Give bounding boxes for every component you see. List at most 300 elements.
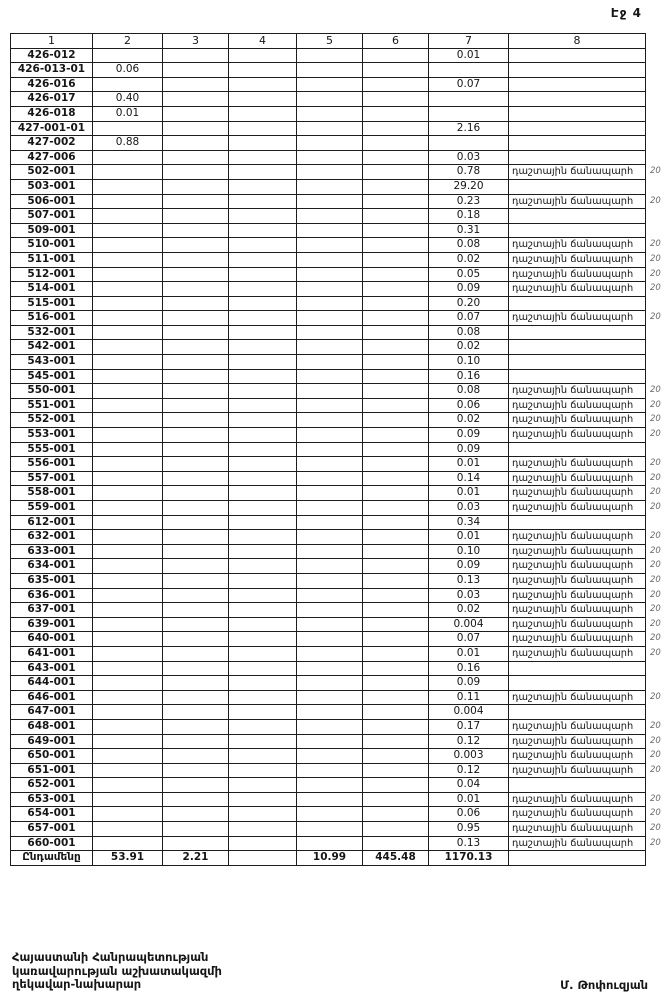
cell-col4 xyxy=(229,573,297,588)
cell-col3 xyxy=(163,252,229,267)
cell-col8: դաշտային ճանապարհ xyxy=(509,471,646,486)
cell-col8 xyxy=(509,705,646,720)
table-row xyxy=(11,822,668,837)
marginal-note: 20 xyxy=(650,633,661,644)
cell-col8: դաշտային ճանապարհ xyxy=(509,530,646,545)
table-row xyxy=(11,457,668,472)
cell-col5 xyxy=(297,282,363,297)
cell-col3 xyxy=(163,501,229,516)
cell-col3 xyxy=(163,165,229,180)
cell-col8 xyxy=(509,325,646,340)
cell-col8: դաշտային ճանապարհ xyxy=(509,238,646,253)
cell-col3 xyxy=(163,384,229,399)
cell-col6 xyxy=(363,179,429,194)
cell-col4 xyxy=(229,398,297,413)
cell-col2 xyxy=(93,325,163,340)
marginal-note xyxy=(646,77,668,92)
cell-col5 xyxy=(297,617,363,632)
cell-col5 xyxy=(297,398,363,413)
marginal-note: 20 xyxy=(650,385,661,396)
cell-col5 xyxy=(297,822,363,837)
cell-col7: 0.08 xyxy=(429,238,509,253)
cell-col8 xyxy=(509,661,646,676)
marginal-note: 20 xyxy=(650,764,661,775)
cell-col1: 643-001 xyxy=(11,661,93,676)
cell-col5 xyxy=(297,136,363,151)
cell-col6 xyxy=(363,165,429,180)
marginal-note xyxy=(646,121,668,136)
marginal-note: 20 xyxy=(650,283,661,294)
marginal-note xyxy=(646,340,668,355)
cell-col4 xyxy=(229,369,297,384)
cell-col1: 559-001 xyxy=(11,501,93,516)
cell-col2: 53.91 xyxy=(93,851,163,866)
cell-col6 xyxy=(363,252,429,267)
marginal-note: 20 xyxy=(650,239,661,250)
table-row xyxy=(11,442,668,457)
cell-col8: դաշտային ճանապարհ xyxy=(509,267,646,282)
cell-col8 xyxy=(509,209,646,224)
cell-col4 xyxy=(229,661,297,676)
cell-col4 xyxy=(229,588,297,603)
marginal-note xyxy=(646,136,668,151)
column-header: 4 xyxy=(229,34,297,49)
cell-col2 xyxy=(93,223,163,238)
cell-col5 xyxy=(297,369,363,384)
marginal-note xyxy=(646,442,668,457)
cell-col1: 426-013-01 xyxy=(11,63,93,78)
cell-col7: 0.11 xyxy=(429,690,509,705)
cell-col2 xyxy=(93,296,163,311)
table-header xyxy=(11,34,668,49)
cell-col8 xyxy=(509,778,646,793)
cell-col6 xyxy=(363,734,429,749)
cell-col8: դաշտային ճանապարհ xyxy=(509,836,646,851)
cell-col2 xyxy=(93,150,163,165)
cell-col3 xyxy=(163,690,229,705)
cell-col6 xyxy=(363,92,429,107)
cell-col8: դաշտային ճանապարհ xyxy=(509,573,646,588)
cell-col4 xyxy=(229,282,297,297)
data-table xyxy=(10,33,668,866)
cell-col1: 639-001 xyxy=(11,617,93,632)
cell-col2 xyxy=(93,442,163,457)
cell-col1: 514-001 xyxy=(11,282,93,297)
cell-col3 xyxy=(163,121,229,136)
cell-col4 xyxy=(229,355,297,370)
cell-col2 xyxy=(93,559,163,574)
cell-col8: դաշտային ճանապարհ xyxy=(509,734,646,749)
cell-col6 xyxy=(363,573,429,588)
cell-col8 xyxy=(509,136,646,151)
cell-col7: 0.06 xyxy=(429,807,509,822)
cell-col8 xyxy=(509,369,646,384)
cell-col1: 502-001 xyxy=(11,165,93,180)
cell-col1: 640-001 xyxy=(11,632,93,647)
table-row xyxy=(11,311,668,326)
cell-col3 xyxy=(163,340,229,355)
cell-col7: 0.20 xyxy=(429,296,509,311)
marginal-note xyxy=(646,369,668,384)
cell-col1: 426-017 xyxy=(11,92,93,107)
table-row xyxy=(11,734,668,749)
cell-col5 xyxy=(297,734,363,749)
cell-col7: 0.01 xyxy=(429,486,509,501)
cell-col7: 0.01 xyxy=(429,48,509,63)
cell-col5 xyxy=(297,457,363,472)
cell-col1: 636-001 xyxy=(11,588,93,603)
cell-col5 xyxy=(297,325,363,340)
cell-col4 xyxy=(229,252,297,267)
cell-col4 xyxy=(229,48,297,63)
cell-col1: 543-001 xyxy=(11,355,93,370)
cell-col5 xyxy=(297,92,363,107)
table-row xyxy=(11,705,668,720)
cell-col7: 29.20 xyxy=(429,179,509,194)
cell-col4 xyxy=(229,325,297,340)
cell-col4 xyxy=(229,501,297,516)
table-row xyxy=(11,209,668,224)
cell-col2 xyxy=(93,398,163,413)
header-row xyxy=(11,34,668,49)
cell-col3 xyxy=(163,603,229,618)
cell-col2 xyxy=(93,413,163,428)
cell-col4 xyxy=(229,106,297,121)
total-row xyxy=(11,851,668,866)
cell-col8: դաշտային ճանապարհ xyxy=(509,165,646,180)
cell-col8: դաշտային ճանապարհ xyxy=(509,559,646,574)
cell-col8: դաշտային ճանապարհ xyxy=(509,282,646,297)
cell-col3 xyxy=(163,355,229,370)
cell-col7: 0.004 xyxy=(429,705,509,720)
marginal-note: 20 xyxy=(650,720,661,731)
cell-col1: 532-001 xyxy=(11,325,93,340)
table-row xyxy=(11,471,668,486)
table-row xyxy=(11,588,668,603)
cell-col2 xyxy=(93,384,163,399)
marginal-note: 20 xyxy=(650,793,661,804)
cell-col7: 0.09 xyxy=(429,428,509,443)
cell-col3 xyxy=(163,428,229,443)
cell-col8 xyxy=(509,77,646,92)
cell-col1: 512-001 xyxy=(11,267,93,282)
cell-col2 xyxy=(93,544,163,559)
cell-col7: 0.07 xyxy=(429,77,509,92)
cell-col6 xyxy=(363,369,429,384)
cell-col4 xyxy=(229,646,297,661)
marginal-note: 20 xyxy=(650,604,661,615)
table-row xyxy=(11,719,668,734)
cell-col7: 0.02 xyxy=(429,340,509,355)
cell-col5 xyxy=(297,209,363,224)
cell-col8 xyxy=(509,355,646,370)
cell-col2 xyxy=(93,311,163,326)
cell-col3 xyxy=(163,559,229,574)
marginal-note: 20 xyxy=(650,166,661,177)
cell-col5 xyxy=(297,836,363,851)
cell-col6 xyxy=(363,121,429,136)
cell-col3 xyxy=(163,515,229,530)
cell-col6 xyxy=(363,209,429,224)
cell-col1: Ընդամենը xyxy=(11,851,93,866)
cell-col3 xyxy=(163,150,229,165)
cell-col5 xyxy=(297,749,363,764)
marginal-note: 20 xyxy=(650,735,661,746)
cell-col2 xyxy=(93,661,163,676)
cell-col4 xyxy=(229,267,297,282)
cell-col3 xyxy=(163,92,229,107)
cell-col5 xyxy=(297,763,363,778)
cell-col7: 0.09 xyxy=(429,282,509,297)
cell-col6 xyxy=(363,588,429,603)
cell-col6 xyxy=(363,267,429,282)
cell-col6 xyxy=(363,836,429,851)
cell-col1: 426-016 xyxy=(11,77,93,92)
cell-col4 xyxy=(229,413,297,428)
cell-col3 xyxy=(163,106,229,121)
table-row xyxy=(11,296,668,311)
cell-col2 xyxy=(93,457,163,472)
table-row xyxy=(11,165,668,180)
cell-col2 xyxy=(93,588,163,603)
cell-col1: 556-001 xyxy=(11,457,93,472)
cell-col2 xyxy=(93,705,163,720)
cell-col7: 0.01 xyxy=(429,646,509,661)
cell-col8 xyxy=(509,676,646,691)
cell-col7 xyxy=(429,106,509,121)
cell-col4 xyxy=(229,238,297,253)
marginal-note: 20 xyxy=(650,560,661,571)
cell-col3 xyxy=(163,719,229,734)
cell-col6 xyxy=(363,603,429,618)
cell-col4 xyxy=(229,836,297,851)
table-row xyxy=(11,646,668,661)
cell-col5 xyxy=(297,165,363,180)
marginal-note: 20 xyxy=(650,823,661,834)
cell-col3 xyxy=(163,632,229,647)
table-row xyxy=(11,179,668,194)
cell-col6 xyxy=(363,763,429,778)
cell-col6 xyxy=(363,792,429,807)
cell-col5 xyxy=(297,573,363,588)
table-row xyxy=(11,150,668,165)
cell-col1: 652-001 xyxy=(11,778,93,793)
cell-col3 xyxy=(163,836,229,851)
cell-col6 xyxy=(363,515,429,530)
table-row xyxy=(11,749,668,764)
marginal-note: 20 xyxy=(650,458,661,469)
cell-col8 xyxy=(509,223,646,238)
cell-col4 xyxy=(229,457,297,472)
marginal-note: 20 xyxy=(650,618,661,629)
cell-col5 xyxy=(297,311,363,326)
cell-col8: դաշտային ճանապարհ xyxy=(509,252,646,267)
marginal-note: 20 xyxy=(650,268,661,279)
cell-col1: 509-001 xyxy=(11,223,93,238)
cell-col1: 647-001 xyxy=(11,705,93,720)
cell-col8: դաշտային ճանապարհ xyxy=(509,428,646,443)
cell-col7: 0.31 xyxy=(429,223,509,238)
cell-col8 xyxy=(509,340,646,355)
cell-col4 xyxy=(229,807,297,822)
cell-col3 xyxy=(163,238,229,253)
cell-col3 xyxy=(163,398,229,413)
cell-col3 xyxy=(163,544,229,559)
marginal-note: 20 xyxy=(650,691,661,702)
table-row xyxy=(11,530,668,545)
cell-col2 xyxy=(93,632,163,647)
cell-col5 xyxy=(297,486,363,501)
cell-col5 xyxy=(297,252,363,267)
cell-col4 xyxy=(229,384,297,399)
cell-col2 xyxy=(93,165,163,180)
table-row xyxy=(11,792,668,807)
cell-col4 xyxy=(229,63,297,78)
cell-col6 xyxy=(363,282,429,297)
table-row xyxy=(11,267,668,282)
table-row xyxy=(11,676,668,691)
cell-col1: 635-001 xyxy=(11,573,93,588)
cell-col7: 0.09 xyxy=(429,676,509,691)
cell-col3 xyxy=(163,267,229,282)
cell-col3 xyxy=(163,48,229,63)
cell-col6 xyxy=(363,194,429,209)
cell-col3 xyxy=(163,471,229,486)
cell-col7: 0.07 xyxy=(429,632,509,647)
cell-col4 xyxy=(229,209,297,224)
cell-col1: 632-001 xyxy=(11,530,93,545)
table-row xyxy=(11,77,668,92)
cell-col5 xyxy=(297,471,363,486)
cell-col4 xyxy=(229,92,297,107)
cell-col6 xyxy=(363,296,429,311)
cell-col3 xyxy=(163,486,229,501)
marginal-note: 20 xyxy=(650,502,661,512)
cell-col5 xyxy=(297,632,363,647)
table-row xyxy=(11,48,668,63)
cell-col5 xyxy=(297,588,363,603)
footer-block xyxy=(12,951,222,992)
table-row xyxy=(11,369,668,384)
cell-col7: 0.09 xyxy=(429,442,509,457)
cell-col5 xyxy=(297,121,363,136)
cell-col4 xyxy=(229,617,297,632)
cell-col2 xyxy=(93,355,163,370)
marginal-note: 20 xyxy=(650,808,661,819)
cell-col7: 0.23 xyxy=(429,194,509,209)
cell-col5 xyxy=(297,428,363,443)
cell-col5 xyxy=(297,515,363,530)
cell-col8: դաշտային ճանապարհ xyxy=(509,822,646,837)
cell-col5 xyxy=(297,63,363,78)
cell-col7: 0.003 xyxy=(429,749,509,764)
cell-col4 xyxy=(229,603,297,618)
column-header: 8 xyxy=(509,34,646,49)
cell-col4 xyxy=(229,749,297,764)
cell-col3 xyxy=(163,617,229,632)
cell-col5 xyxy=(297,150,363,165)
cell-col3 xyxy=(163,763,229,778)
marginal-note: 20 xyxy=(650,429,661,440)
table-body xyxy=(11,48,668,865)
cell-col8: դաշտային ճանապարհ xyxy=(509,384,646,399)
cell-col8: դաշտային ճանապարհ xyxy=(509,719,646,734)
cell-col6 xyxy=(363,136,429,151)
cell-col2 xyxy=(93,763,163,778)
marginal-note: 20 xyxy=(650,589,661,600)
cell-col5 xyxy=(297,530,363,545)
cell-col1: 552-001 xyxy=(11,413,93,428)
marginal-note xyxy=(646,296,668,311)
cell-col2 xyxy=(93,340,163,355)
cell-col3 xyxy=(163,179,229,194)
cell-col8: դաշտային ճանապարհ xyxy=(509,807,646,822)
cell-col8 xyxy=(509,442,646,457)
cell-col6 xyxy=(363,457,429,472)
cell-col8: դաշտային ճանապարհ xyxy=(509,413,646,428)
cell-col8 xyxy=(509,63,646,78)
cell-col6 xyxy=(363,48,429,63)
cell-col4 xyxy=(229,311,297,326)
cell-col4 xyxy=(229,223,297,238)
cell-col1: 633-001 xyxy=(11,544,93,559)
cell-col2 xyxy=(93,836,163,851)
cell-col1: 555-001 xyxy=(11,442,93,457)
cell-col5 xyxy=(297,559,363,574)
marginal-note: 20 xyxy=(650,574,661,585)
marginal-note xyxy=(646,48,668,63)
cell-col5 xyxy=(297,296,363,311)
cell-col6 xyxy=(363,749,429,764)
cell-col2: 0.88 xyxy=(93,136,163,151)
cell-col4 xyxy=(229,442,297,457)
cell-col1: 651-001 xyxy=(11,763,93,778)
cell-col6 xyxy=(363,150,429,165)
cell-col4 xyxy=(229,515,297,530)
cell-col1: 646-001 xyxy=(11,690,93,705)
cell-col5 xyxy=(297,690,363,705)
cell-col4 xyxy=(229,559,297,574)
column-header: 1 xyxy=(11,34,93,49)
cell-col5 xyxy=(297,442,363,457)
table-row xyxy=(11,194,668,209)
table-row xyxy=(11,325,668,340)
cell-col4 xyxy=(229,530,297,545)
cell-col1: 427-001-01 xyxy=(11,121,93,136)
cell-col1: 507-001 xyxy=(11,209,93,224)
table-row xyxy=(11,632,668,647)
cell-col3: 2.21 xyxy=(163,851,229,866)
cell-col6 xyxy=(363,690,429,705)
cell-col8: դաշտային ճանապարհ xyxy=(509,457,646,472)
cell-col8 xyxy=(509,179,646,194)
cell-col2 xyxy=(93,121,163,136)
cell-col1: 545-001 xyxy=(11,369,93,384)
cell-col3 xyxy=(163,661,229,676)
cell-col7: 0.10 xyxy=(429,355,509,370)
cell-col2 xyxy=(93,646,163,661)
cell-col2 xyxy=(93,822,163,837)
cell-col6 xyxy=(363,719,429,734)
cell-col2 xyxy=(93,282,163,297)
marginal-note xyxy=(646,150,668,165)
cell-col8: դաշտային ճանապարհ xyxy=(509,646,646,661)
cell-col2 xyxy=(93,252,163,267)
cell-col1: 657-001 xyxy=(11,822,93,837)
cell-col1: 426-018 xyxy=(11,106,93,121)
cell-col8 xyxy=(509,851,646,866)
marginal-note: 20 xyxy=(650,312,661,323)
